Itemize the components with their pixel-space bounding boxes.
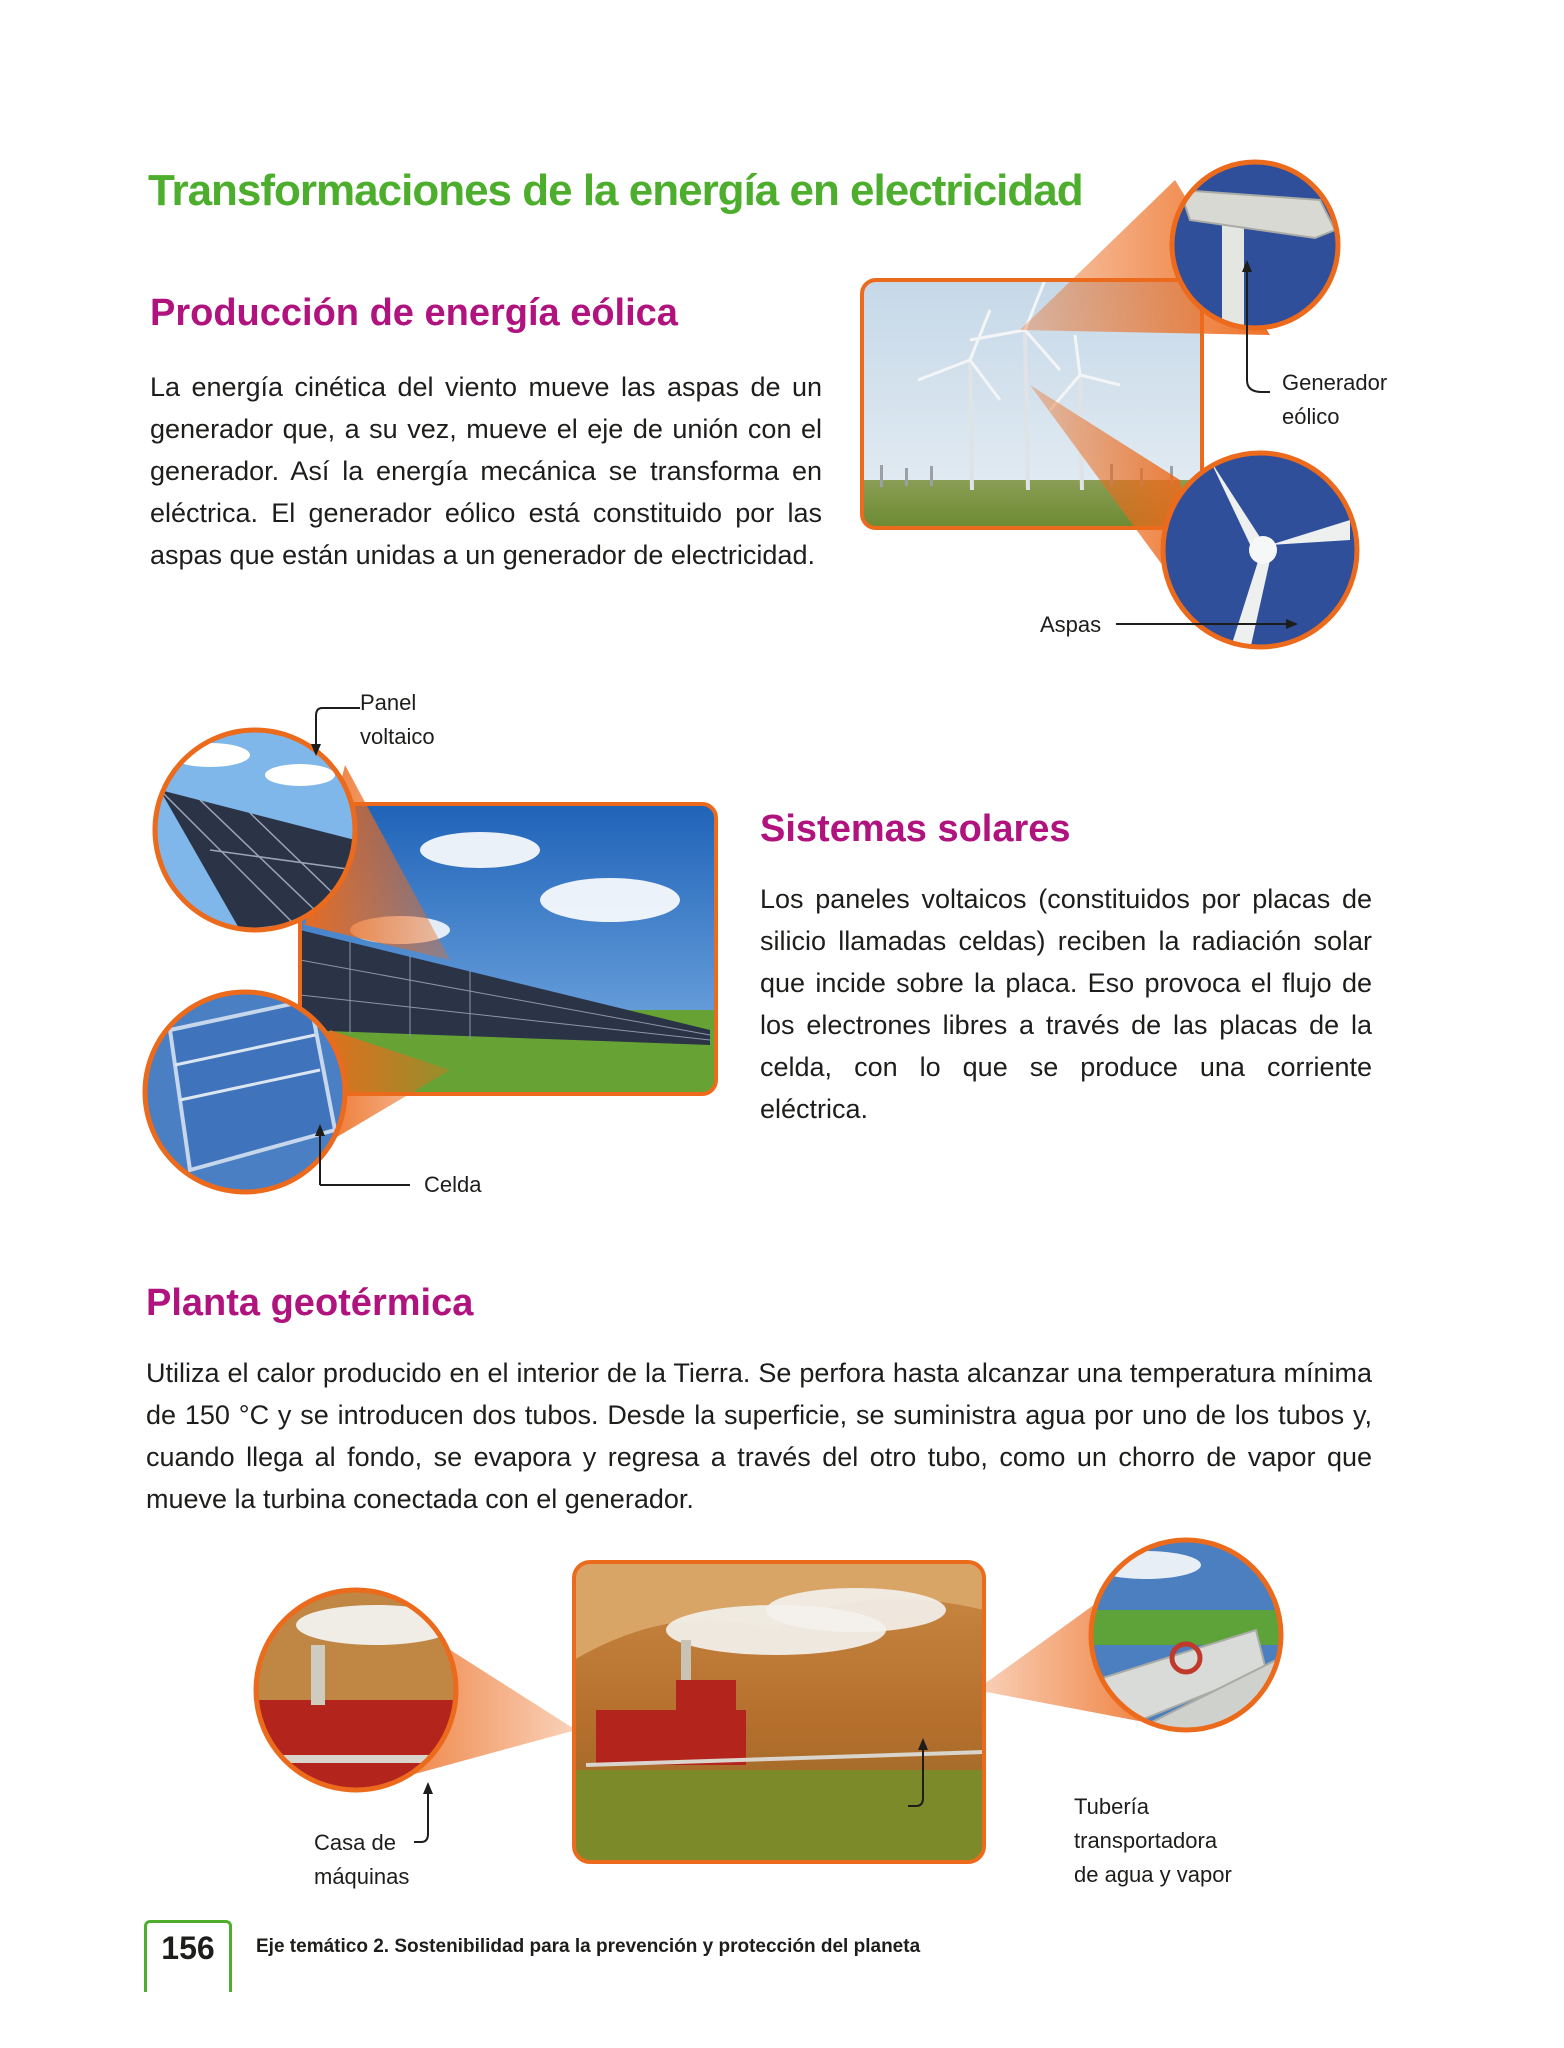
label-generador-2: eólico: [1282, 404, 1340, 429]
label-panel-2: voltaico: [360, 724, 435, 749]
geothermal-plant-photo: [574, 1562, 984, 1862]
paragraph-eolica: La energía cinética del viento mueve las aspas de un generador que, a su vez, mueve el eje de unión con el generador. Así la energía mecánica se transforma en eléctrica. El generador eólico está constituido por las aspas que están unidas a un generador de electricidad.: [150, 372, 822, 570]
paragraph-solar: Los paneles voltaicos (constituidos por placas de silicio llamadas celdas) reciben la radiación solar que incide sobre la placa. Eso provoca el flujo de los electrones libres a través de las placas de la celda, con lo que se produce una corriente eléctrica.: [760, 884, 1372, 1124]
heading-geotermica: Planta geotérmica: [146, 1282, 474, 1324]
page-title: Transformaciones de la energía en electricidad: [148, 166, 1083, 215]
label-casa-2: máquinas: [314, 1864, 410, 1889]
solar-figure: [150, 700, 730, 1210]
footer-running-title: Eje temático 2. Sostenibilidad para la prevención y protección del planeta: [256, 1936, 921, 1957]
label-panel-1: Panel: [360, 690, 417, 715]
pipeline-zoom: [1091, 1540, 1281, 1750]
heading-solar: Sistemas solares: [760, 808, 1071, 850]
label-tuberia-3: de agua y vapor: [1074, 1862, 1232, 1887]
paragraph-geotermica: Utiliza el calor producido en el interior de la Tierra. Se perfora hasta alcanzar una temperatura mínima de 150 °C y se introducen dos tubos. Desde la superficie, se suministra agua por uno de los tubos y, cuando llega al fondo, se evapora y regresa a través del otro tubo, como un chorro de vapor que mueve la turbina conectada con el generador.: [146, 1358, 1372, 1514]
label-casa-1: Casa de: [314, 1830, 396, 1855]
label-celda: Celda: [424, 1172, 482, 1197]
heading-eolica: Producción de energía eólica: [150, 292, 678, 334]
label-tuberia-1: Tubería: [1074, 1794, 1150, 1819]
label-tuberia-2: transportadora: [1074, 1828, 1218, 1853]
label-aspas: Aspas: [1040, 612, 1102, 637]
label-generador-1: Generador: [1282, 370, 1388, 395]
page-number: 156: [161, 1930, 215, 1966]
